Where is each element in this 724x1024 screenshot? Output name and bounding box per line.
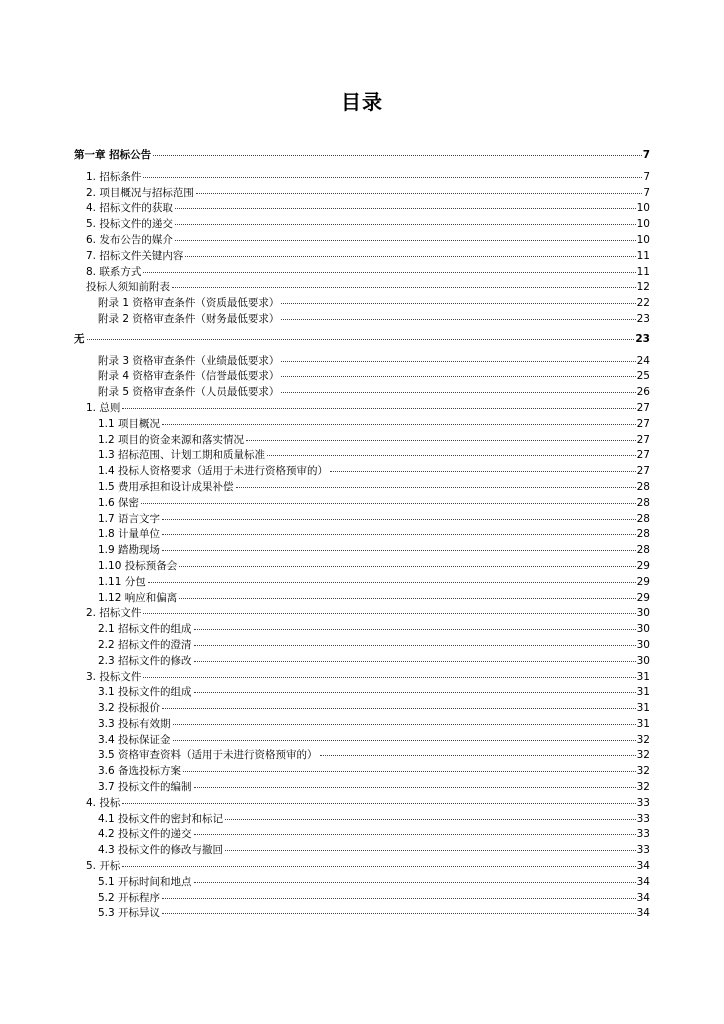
toc-entry-page-number: 23 — [636, 312, 650, 325]
toc-leader-dots — [175, 240, 636, 241]
toc-leader-dots — [194, 692, 636, 693]
toc-entry-title: 2.1 招标文件的组成 — [98, 623, 192, 636]
toc-leader-dots — [172, 287, 636, 288]
toc-entry-title: 2. 项目概况与招标范围 — [86, 186, 194, 199]
toc-entry-title: 附录 4 资格审查条件（信誉最低要求） — [98, 370, 280, 383]
toc-entry-page-number: 33 — [636, 828, 650, 841]
toc-entry[interactable] — [0, 480, 724, 496]
toc-leader-dots — [183, 771, 636, 772]
toc-leader-dots — [162, 550, 636, 551]
toc-entry-page-number: 32 — [636, 765, 650, 778]
toc-leader-dots — [162, 534, 636, 535]
toc-entry[interactable] — [0, 280, 724, 296]
toc-entry[interactable] — [0, 859, 724, 875]
toc-entry-page-number: 10 — [636, 233, 650, 246]
toc-leader-dots — [153, 155, 642, 156]
toc-leader-dots — [185, 256, 635, 257]
toc-entry-title: 附录 2 资格审查条件（财务最低要求） — [98, 312, 280, 325]
toc-entry-title: 1.7 语言文字 — [98, 512, 161, 525]
toc-leader-dots — [330, 471, 636, 472]
toc-entry-title: 1.9 踏勘现场 — [98, 544, 161, 557]
toc-leader-dots — [281, 303, 635, 304]
toc-entry-page-number: 34 — [636, 860, 650, 873]
toc-entry-title: 1. 招标条件 — [86, 170, 142, 183]
toc-entry-page-number: 29 — [636, 591, 650, 604]
toc-entry-title: 5.2 开标程序 — [98, 891, 161, 904]
toc-entry-title: 3.7 投标文件的编制 — [98, 781, 192, 794]
toc-leader-dots — [122, 803, 635, 804]
toc-entry-page-number: 32 — [636, 733, 650, 746]
toc-entry-page-number: 28 — [636, 496, 650, 509]
toc-entry[interactable] — [0, 748, 724, 764]
toc-entry[interactable] — [0, 843, 724, 859]
toc-entry-page-number: 28 — [636, 544, 650, 557]
toc-leader-dots — [196, 193, 642, 194]
toc-leader-dots — [281, 361, 635, 362]
toc-entry[interactable] — [0, 148, 724, 164]
toc-entry-title: 8. 联系方式 — [86, 265, 142, 278]
toc-entry-page-number: 29 — [636, 575, 650, 588]
toc-leader-dots — [320, 755, 636, 756]
toc-entry-title: 4. 招标文件的获取 — [86, 202, 173, 215]
toc-entry-title: 1. 总则 — [86, 401, 121, 414]
toc-entry-title: 4.2 投标文件的递交 — [98, 828, 192, 841]
toc-entry-page-number: 33 — [636, 796, 650, 809]
toc-entry-title: 1.6 保密 — [98, 496, 140, 509]
toc-leader-dots — [141, 503, 636, 504]
toc-entry-page-number: 30 — [636, 638, 650, 651]
toc-entry[interactable] — [0, 796, 724, 812]
toc-entry-page-number: 11 — [636, 265, 650, 278]
toc-entry[interactable] — [0, 733, 724, 749]
toc-leader-dots — [194, 661, 636, 662]
toc-entry-title: 1.3 招标范围、计划工期和质量标准 — [98, 449, 266, 462]
toc-entry[interactable] — [0, 312, 724, 328]
toc-entry-page-number: 30 — [636, 607, 650, 620]
toc-entry-title: 7. 招标文件关键内容 — [86, 249, 184, 262]
toc-entry-title: 2.3 招标文件的修改 — [98, 654, 192, 667]
toc-entry[interactable] — [0, 332, 724, 348]
toc-entry-title: 3. 投标文件 — [86, 670, 142, 683]
toc-leader-dots — [122, 408, 635, 409]
toc-entry-page-number: 28 — [636, 528, 650, 541]
toc-leader-dots — [194, 834, 636, 835]
toc-entry[interactable] — [0, 575, 724, 591]
toc-entry-page-number: 28 — [636, 480, 650, 493]
toc-entry[interactable] — [0, 369, 724, 385]
toc-entry-title: 1.8 计量单位 — [98, 528, 161, 541]
toc-entry[interactable] — [0, 827, 724, 843]
toc-entry-title: 5. 投标文件的递交 — [86, 218, 173, 231]
toc-leader-dots — [143, 677, 635, 678]
toc-leader-dots — [162, 708, 636, 709]
toc-entry-page-number: 27 — [636, 449, 650, 462]
toc-entry-title: 3.1 投标文件的组成 — [98, 686, 192, 699]
toc-entry[interactable] — [0, 233, 724, 249]
page-title: 目录 — [341, 90, 383, 114]
toc-entry-page-number: 12 — [636, 281, 650, 294]
toc-entry-title: 附录 3 资格审查条件（业绩最低要求） — [98, 354, 280, 367]
toc-entry-title: 1.2 项目的资金来源和落实情况 — [98, 433, 245, 446]
toc-entry-title: 第一章 招标公告 — [74, 149, 152, 161]
toc-entry[interactable] — [0, 764, 724, 780]
toc-entry[interactable] — [0, 464, 724, 480]
toc-entry-title: 3.5 资格审查资料（适用于未进行资格预审的） — [98, 749, 318, 762]
toc-entry[interactable] — [0, 622, 724, 638]
toc-entry-page-number: 31 — [636, 717, 650, 730]
toc-entry-title: 6. 发布公告的媒介 — [86, 233, 173, 246]
toc-leader-dots — [236, 487, 636, 488]
toc-entry-page-number: 10 — [636, 202, 650, 215]
toc-leader-dots — [173, 740, 636, 741]
toc-leader-dots — [148, 582, 636, 583]
toc-leader-dots — [143, 177, 642, 178]
toc-entry-title: 1.12 响应和偏离 — [98, 591, 178, 604]
toc-entry[interactable] — [0, 217, 724, 233]
toc-entry[interactable] — [0, 186, 724, 202]
toc-entry[interactable] — [0, 265, 724, 281]
toc-entry[interactable] — [0, 448, 724, 464]
toc-entry[interactable] — [0, 670, 724, 686]
toc-leader-dots — [122, 866, 635, 867]
toc-entry[interactable] — [0, 717, 724, 733]
toc-entry-title: 5.3 开标异议 — [98, 907, 161, 920]
toc-entry[interactable] — [0, 812, 724, 828]
toc-entry-page-number: 27 — [636, 465, 650, 478]
toc-entry-page-number: 33 — [636, 812, 650, 825]
toc-leader-dots — [87, 339, 635, 340]
toc-entry-page-number: 30 — [636, 623, 650, 636]
toc-entry[interactable] — [0, 543, 724, 559]
toc-leader-dots — [175, 208, 636, 209]
toc-entry-page-number: 7 — [642, 149, 650, 161]
toc-leader-dots — [143, 613, 635, 614]
toc-entry[interactable] — [0, 417, 724, 433]
toc-entry-title: 附录 1 资格审查条件（资质最低要求） — [98, 297, 280, 310]
toc-entry-title: 1.5 费用承担和设计成果补偿 — [98, 480, 234, 493]
toc-entry-title: 3.2 投标报价 — [98, 702, 161, 715]
toc-entry[interactable] — [0, 891, 724, 907]
toc-entry-title: 附录 5 资格审查条件（人员最低要求） — [98, 386, 280, 399]
toc-entry-title: 4.3 投标文件的修改与撤回 — [98, 844, 224, 857]
toc-entry-title: 投标人须知前附表 — [86, 281, 170, 294]
toc-entry-title: 2. 招标文件 — [86, 607, 142, 620]
toc-leader-dots — [175, 224, 636, 225]
toc-entry[interactable] — [0, 527, 724, 543]
toc-entry[interactable] — [0, 512, 724, 528]
toc-entry[interactable] — [0, 496, 724, 512]
toc-entry[interactable] — [0, 591, 724, 607]
toc-entry-page-number: 10 — [636, 218, 650, 231]
toc-entry[interactable] — [0, 559, 724, 575]
toc-entry-title: 3.4 投标保证金 — [98, 733, 171, 746]
toc-leader-dots — [143, 272, 635, 273]
toc-entry-page-number: 24 — [636, 354, 650, 367]
toc-entry-page-number: 7 — [643, 170, 650, 183]
toc-entry-title: 1.11 分包 — [98, 575, 146, 588]
toc-leader-dots — [179, 566, 635, 567]
toc-entry-title: 无 — [74, 332, 85, 345]
toc-entry-title: 2.2 招标文件的澄清 — [98, 638, 192, 651]
toc-entry[interactable] — [0, 385, 724, 401]
toc-entry-page-number: 29 — [636, 559, 650, 572]
toc-entry[interactable] — [0, 249, 724, 265]
toc-entry-page-number: 32 — [636, 781, 650, 794]
toc-entry-page-number: 34 — [636, 875, 650, 888]
toc-entry-page-number: 11 — [636, 249, 650, 262]
toc-leader-dots — [225, 850, 636, 851]
toc-entry-page-number: 25 — [636, 370, 650, 383]
toc-entry-page-number: 30 — [636, 654, 650, 667]
toc-entry[interactable] — [0, 201, 724, 217]
toc-entry[interactable] — [0, 606, 724, 622]
toc-leader-dots — [162, 898, 636, 899]
toc-entry-title: 4.1 投标文件的密封和标记 — [98, 812, 224, 825]
toc-entry-page-number: 31 — [636, 670, 650, 683]
toc-entry-page-number: 33 — [636, 844, 650, 857]
toc-entry-title: 5.1 开标时间和地点 — [98, 875, 192, 888]
toc-entry-page-number: 23 — [635, 332, 650, 345]
toc-leader-dots — [281, 392, 635, 393]
toc-entry[interactable] — [0, 638, 724, 654]
toc-entry-page-number: 27 — [636, 417, 650, 430]
toc-entry-title: 4. 投标 — [86, 796, 121, 809]
toc-entry[interactable] — [0, 654, 724, 670]
toc-leader-dots — [162, 519, 636, 520]
toc-entry[interactable] — [0, 701, 724, 717]
toc-entry[interactable] — [0, 780, 724, 796]
toc-entry-page-number: 31 — [636, 686, 650, 699]
toc-leader-dots — [173, 724, 636, 725]
toc-entry[interactable] — [0, 433, 724, 449]
toc-entry-page-number: 7 — [643, 186, 650, 199]
toc-leader-dots — [179, 598, 635, 599]
toc-leader-dots — [194, 787, 636, 788]
toc-leader-dots — [281, 319, 635, 320]
toc-entry-title: 5. 开标 — [86, 860, 121, 873]
toc-leader-dots — [246, 440, 636, 441]
table-of-contents — [0, 148, 724, 922]
toc-entry[interactable] — [0, 296, 724, 312]
toc-leader-dots — [162, 424, 636, 425]
toc-entry[interactable] — [0, 875, 724, 891]
toc-entry[interactable] — [0, 354, 724, 370]
toc-entry[interactable] — [0, 401, 724, 417]
toc-entry-page-number: 31 — [636, 702, 650, 715]
toc-entry[interactable] — [0, 906, 724, 922]
toc-entry-title: 3.6 备选投标方案 — [98, 765, 182, 778]
toc-entry-page-number: 28 — [636, 512, 650, 525]
toc-leader-dots — [267, 455, 636, 456]
toc-entry-page-number: 34 — [636, 891, 650, 904]
toc-entry[interactable] — [0, 170, 724, 186]
toc-leader-dots — [194, 629, 636, 630]
toc-entry[interactable] — [0, 685, 724, 701]
toc-entry-page-number: 32 — [636, 749, 650, 762]
toc-entry-page-number: 26 — [636, 386, 650, 399]
toc-entry-title: 3.3 投标有效期 — [98, 717, 171, 730]
toc-leader-dots — [281, 376, 635, 377]
toc-entry-title: 1.10 投标预备会 — [98, 559, 178, 572]
toc-leader-dots — [194, 882, 636, 883]
toc-leader-dots — [225, 819, 636, 820]
toc-entry-page-number: 34 — [636, 907, 650, 920]
toc-entry-title: 1.1 项目概况 — [98, 417, 161, 430]
toc-leader-dots — [194, 645, 636, 646]
toc-entry-page-number: 27 — [636, 433, 650, 446]
toc-leader-dots — [162, 913, 636, 914]
toc-entry-page-number: 27 — [636, 401, 650, 414]
toc-entry-page-number: 22 — [636, 297, 650, 310]
toc-entry-title: 1.4 投标人资格要求（适用于未进行资格预审的） — [98, 465, 329, 478]
